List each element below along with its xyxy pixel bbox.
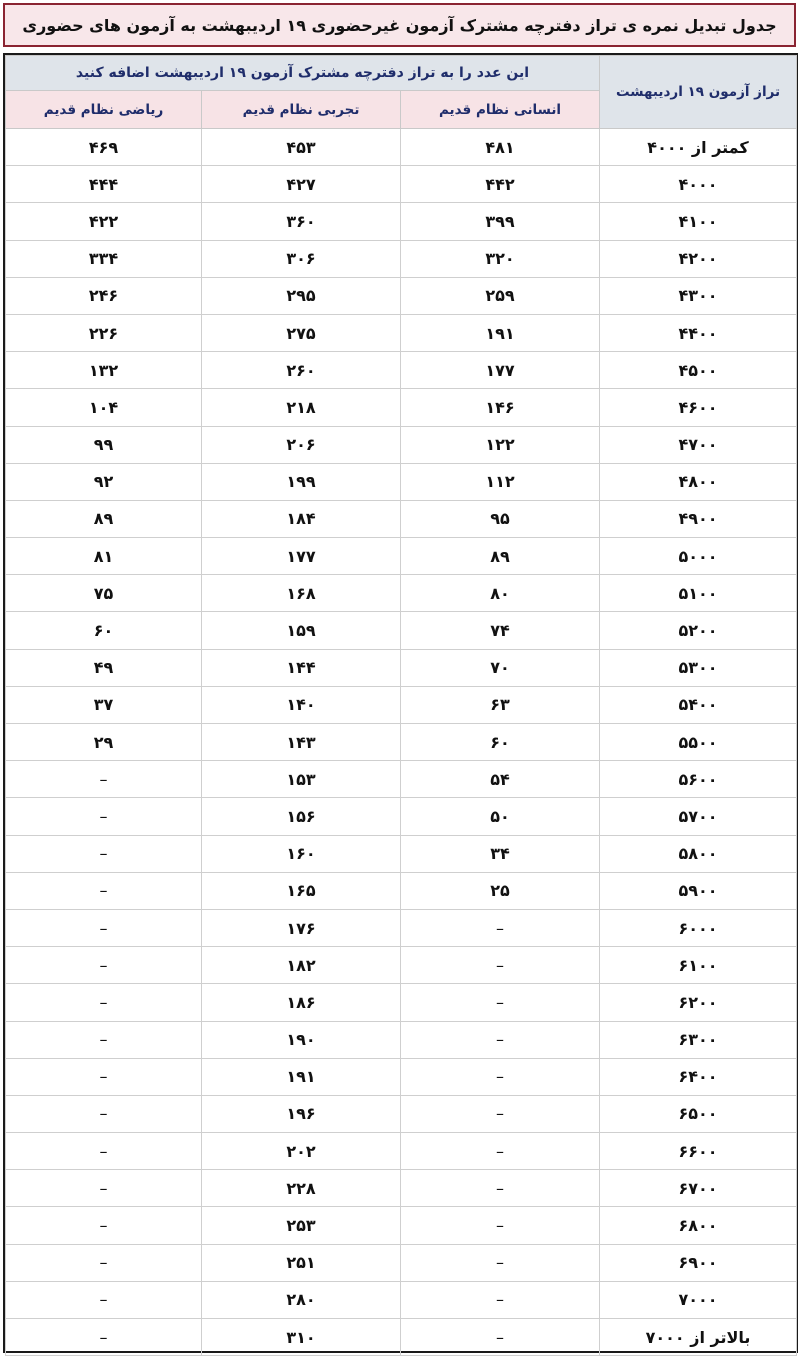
cell-riazi: ۳۷ bbox=[6, 686, 202, 723]
cell-taraz: ۶۹۰۰ bbox=[600, 1244, 797, 1281]
table-row bbox=[6, 352, 797, 389]
table-row bbox=[6, 1281, 797, 1318]
cell-riazi: ۸۹ bbox=[6, 500, 202, 537]
cell-ensani: ۱۹۱ bbox=[401, 314, 600, 351]
table-row bbox=[6, 761, 797, 798]
cell-taraz: ۵۷۰۰ bbox=[600, 798, 797, 835]
cell-taraz: ۶۸۰۰ bbox=[600, 1207, 797, 1244]
cell-riazi: – bbox=[6, 1170, 202, 1207]
table-row bbox=[6, 724, 797, 761]
cell-taraz: ۴۵۰۰ bbox=[600, 352, 797, 389]
table-row bbox=[6, 240, 797, 277]
cell-riazi: ۳۳۴ bbox=[6, 240, 202, 277]
cell-ensani: – bbox=[401, 1170, 600, 1207]
cell-riazi: – bbox=[6, 1021, 202, 1058]
table-row bbox=[6, 575, 797, 612]
cell-taraz: ۵۶۰۰ bbox=[600, 761, 797, 798]
cell-tajrobi: ۱۹۱ bbox=[202, 1058, 401, 1095]
cell-ensani: ۸۹ bbox=[401, 538, 600, 575]
cell-riazi: ۴۴۴ bbox=[6, 166, 202, 203]
table-row bbox=[6, 538, 797, 575]
cell-riazi: ۲۴۶ bbox=[6, 277, 202, 314]
cell-riazi: – bbox=[6, 761, 202, 798]
table-row bbox=[6, 909, 797, 946]
table-row bbox=[6, 203, 797, 240]
cell-tajrobi: ۲۰۶ bbox=[202, 426, 401, 463]
cell-ensani: – bbox=[401, 984, 600, 1021]
cell-ensani: ۵۴ bbox=[401, 761, 600, 798]
cell-taraz: ۴۳۰۰ bbox=[600, 277, 797, 314]
table-row bbox=[6, 947, 797, 984]
cell-tajrobi: ۲۹۵ bbox=[202, 277, 401, 314]
cell-taraz: ۴۶۰۰ bbox=[600, 389, 797, 426]
cell-riazi: ۸۱ bbox=[6, 538, 202, 575]
cell-riazi: ۶۰ bbox=[6, 612, 202, 649]
cell-tajrobi: ۱۹۰ bbox=[202, 1021, 401, 1058]
table-body bbox=[6, 129, 797, 1356]
cell-taraz: ۶۰۰۰ bbox=[600, 909, 797, 946]
cell-tajrobi: ۱۴۰ bbox=[202, 686, 401, 723]
cell-ensani: – bbox=[401, 909, 600, 946]
cell-riazi: ۲۹ bbox=[6, 724, 202, 761]
cell-riazi: – bbox=[6, 1058, 202, 1095]
cell-taraz: بالاتر از ۷۰۰۰ bbox=[600, 1319, 797, 1356]
cell-tajrobi: ۱۸۲ bbox=[202, 947, 401, 984]
cell-taraz: ۵۴۰۰ bbox=[600, 686, 797, 723]
cell-taraz: ۵۹۰۰ bbox=[600, 872, 797, 909]
cell-ensani: – bbox=[401, 1021, 600, 1058]
cell-tajrobi: ۲۷۵ bbox=[202, 314, 401, 351]
cell-ensani: ۴۸۱ bbox=[401, 129, 600, 166]
page-title: جدول تبدیل نمره ی تراز دفترچه مشترک آزمون غیرحضوری ۱۹ اردیبهشت به آزمون های حضوری bbox=[3, 3, 796, 47]
cell-tajrobi: ۱۶۵ bbox=[202, 872, 401, 909]
cell-tajrobi: ۱۵۹ bbox=[202, 612, 401, 649]
cell-taraz: ۵۸۰۰ bbox=[600, 835, 797, 872]
cell-taraz: ۶۶۰۰ bbox=[600, 1133, 797, 1170]
cell-tajrobi: ۴۵۳ bbox=[202, 129, 401, 166]
cell-ensani: ۵۰ bbox=[401, 798, 600, 835]
cell-tajrobi: ۱۸۴ bbox=[202, 500, 401, 537]
cell-taraz: ۶۷۰۰ bbox=[600, 1170, 797, 1207]
cell-ensani: ۶۰ bbox=[401, 724, 600, 761]
table-row bbox=[6, 1021, 797, 1058]
cell-tajrobi: ۱۴۴ bbox=[202, 649, 401, 686]
table-row bbox=[6, 1095, 797, 1132]
cell-taraz: ۴۷۰۰ bbox=[600, 426, 797, 463]
table-row bbox=[6, 500, 797, 537]
table-row bbox=[6, 612, 797, 649]
cell-tajrobi: ۱۸۶ bbox=[202, 984, 401, 1021]
cell-tajrobi: ۲۸۰ bbox=[202, 1281, 401, 1318]
cell-ensani: ۱۲۲ bbox=[401, 426, 600, 463]
cell-tajrobi: ۱۵۶ bbox=[202, 798, 401, 835]
table-row bbox=[6, 1058, 797, 1095]
cell-ensani: ۹۵ bbox=[401, 500, 600, 537]
conversion-table bbox=[5, 55, 797, 1356]
cell-ensani: ۸۰ bbox=[401, 575, 600, 612]
cell-taraz: ۴۴۰۰ bbox=[600, 314, 797, 351]
cell-riazi: ۴۹ bbox=[6, 649, 202, 686]
cell-riazi: ۹۲ bbox=[6, 463, 202, 500]
cell-riazi: ۹۹ bbox=[6, 426, 202, 463]
cell-taraz: ۵۳۰۰ bbox=[600, 649, 797, 686]
table-row bbox=[6, 389, 797, 426]
cell-ensani: – bbox=[401, 1319, 600, 1356]
cell-riazi: – bbox=[6, 1133, 202, 1170]
cell-tajrobi: ۲۰۲ bbox=[202, 1133, 401, 1170]
cell-riazi: – bbox=[6, 1281, 202, 1318]
cell-tajrobi: ۱۹۹ bbox=[202, 463, 401, 500]
table-row bbox=[6, 277, 797, 314]
cell-tajrobi: ۱۶۰ bbox=[202, 835, 401, 872]
table-row bbox=[6, 984, 797, 1021]
cell-riazi: ۲۲۶ bbox=[6, 314, 202, 351]
cell-riazi: – bbox=[6, 1095, 202, 1132]
cell-riazi: ۴۲۲ bbox=[6, 203, 202, 240]
cell-tajrobi: ۳۰۶ bbox=[202, 240, 401, 277]
cell-riazi: – bbox=[6, 1244, 202, 1281]
cell-ensani: ۶۳ bbox=[401, 686, 600, 723]
cell-taraz: ۶۳۰۰ bbox=[600, 1021, 797, 1058]
cell-ensani: ۱۴۶ bbox=[401, 389, 600, 426]
cell-ensani: ۳۲۰ bbox=[401, 240, 600, 277]
cell-ensani: – bbox=[401, 947, 600, 984]
cell-riazi: – bbox=[6, 1207, 202, 1244]
cell-ensani: – bbox=[401, 1058, 600, 1095]
cell-ensani: ۳۴ bbox=[401, 835, 600, 872]
cell-ensani: ۲۵ bbox=[401, 872, 600, 909]
table-row bbox=[6, 872, 797, 909]
table-row bbox=[6, 1319, 797, 1356]
table-row bbox=[6, 463, 797, 500]
cell-ensani: ۱۱۲ bbox=[401, 463, 600, 500]
table-row bbox=[6, 314, 797, 351]
cell-tajrobi: ۲۶۰ bbox=[202, 352, 401, 389]
cell-taraz: ۶۴۰۰ bbox=[600, 1058, 797, 1095]
cell-tajrobi: ۱۴۳ bbox=[202, 724, 401, 761]
cell-taraz: ۵۲۰۰ bbox=[600, 612, 797, 649]
cell-tajrobi: ۲۲۸ bbox=[202, 1170, 401, 1207]
cell-riazi: – bbox=[6, 798, 202, 835]
table-row bbox=[6, 1244, 797, 1281]
cell-ensani: – bbox=[401, 1095, 600, 1132]
conversion-table-frame bbox=[3, 53, 798, 1353]
table-row bbox=[6, 649, 797, 686]
cell-taraz: ۴۱۰۰ bbox=[600, 203, 797, 240]
table-row bbox=[6, 835, 797, 872]
cell-riazi: – bbox=[6, 1319, 202, 1356]
cell-tajrobi: ۱۹۶ bbox=[202, 1095, 401, 1132]
cell-tajrobi: ۳۱۰ bbox=[202, 1319, 401, 1356]
table-row bbox=[6, 129, 797, 166]
cell-tajrobi: ۱۶۸ bbox=[202, 575, 401, 612]
cell-taraz: ۵۱۰۰ bbox=[600, 575, 797, 612]
cell-ensani: ۲۵۹ bbox=[401, 277, 600, 314]
cell-tajrobi: ۱۵۳ bbox=[202, 761, 401, 798]
table-row bbox=[6, 1133, 797, 1170]
cell-taraz: ۴۲۰۰ bbox=[600, 240, 797, 277]
cell-ensani: ۴۴۲ bbox=[401, 166, 600, 203]
cell-taraz: ۶۲۰۰ bbox=[600, 984, 797, 1021]
header-ensani: انسانی نظام قدیم bbox=[401, 91, 600, 129]
cell-riazi: ۷۵ bbox=[6, 575, 202, 612]
header-taraz: تراز آزمون ۱۹ اردیبهشت bbox=[600, 56, 797, 129]
cell-tajrobi: ۱۷۷ bbox=[202, 538, 401, 575]
cell-taraz: ۷۰۰۰ bbox=[600, 1281, 797, 1318]
cell-riazi: ۱۳۲ bbox=[6, 352, 202, 389]
table-row bbox=[6, 798, 797, 835]
cell-tajrobi: ۴۲۷ bbox=[202, 166, 401, 203]
cell-ensani: – bbox=[401, 1133, 600, 1170]
cell-taraz: کمتر از ۴۰۰۰ bbox=[600, 129, 797, 166]
cell-riazi: – bbox=[6, 984, 202, 1021]
cell-riazi: – bbox=[6, 835, 202, 872]
header-tajrobi: تجربی نظام قدیم bbox=[202, 91, 401, 129]
cell-taraz: ۶۱۰۰ bbox=[600, 947, 797, 984]
cell-ensani: ۷۰ bbox=[401, 649, 600, 686]
cell-riazi: – bbox=[6, 909, 202, 946]
cell-taraz: ۵۰۰۰ bbox=[600, 538, 797, 575]
table-row bbox=[6, 686, 797, 723]
cell-taraz: ۴۸۰۰ bbox=[600, 463, 797, 500]
cell-riazi: – bbox=[6, 947, 202, 984]
header-group: این عدد را به تراز دفترچه مشترک آزمون ۱۹ اردیبهشت اضافه کنید bbox=[6, 56, 600, 91]
cell-riazi: – bbox=[6, 872, 202, 909]
cell-ensani: – bbox=[401, 1281, 600, 1318]
cell-riazi: ۴۶۹ bbox=[6, 129, 202, 166]
table-row bbox=[6, 1207, 797, 1244]
cell-taraz: ۵۵۰۰ bbox=[600, 724, 797, 761]
cell-ensani: – bbox=[401, 1207, 600, 1244]
table-row bbox=[6, 166, 797, 203]
cell-riazi: ۱۰۴ bbox=[6, 389, 202, 426]
cell-tajrobi: ۳۶۰ bbox=[202, 203, 401, 240]
cell-tajrobi: ۱۷۶ bbox=[202, 909, 401, 946]
cell-tajrobi: ۲۵۱ bbox=[202, 1244, 401, 1281]
table-row bbox=[6, 426, 797, 463]
table-row bbox=[6, 1170, 797, 1207]
cell-ensani: – bbox=[401, 1244, 600, 1281]
cell-taraz: ۴۰۰۰ bbox=[600, 166, 797, 203]
cell-tajrobi: ۲۱۸ bbox=[202, 389, 401, 426]
cell-ensani: ۱۷۷ bbox=[401, 352, 600, 389]
cell-ensani: ۳۹۹ bbox=[401, 203, 600, 240]
cell-taraz: ۴۹۰۰ bbox=[600, 500, 797, 537]
cell-tajrobi: ۲۵۳ bbox=[202, 1207, 401, 1244]
header-riazi: ریاضی نظام قدیم bbox=[6, 91, 202, 129]
cell-taraz: ۶۵۰۰ bbox=[600, 1095, 797, 1132]
cell-ensani: ۷۴ bbox=[401, 612, 600, 649]
